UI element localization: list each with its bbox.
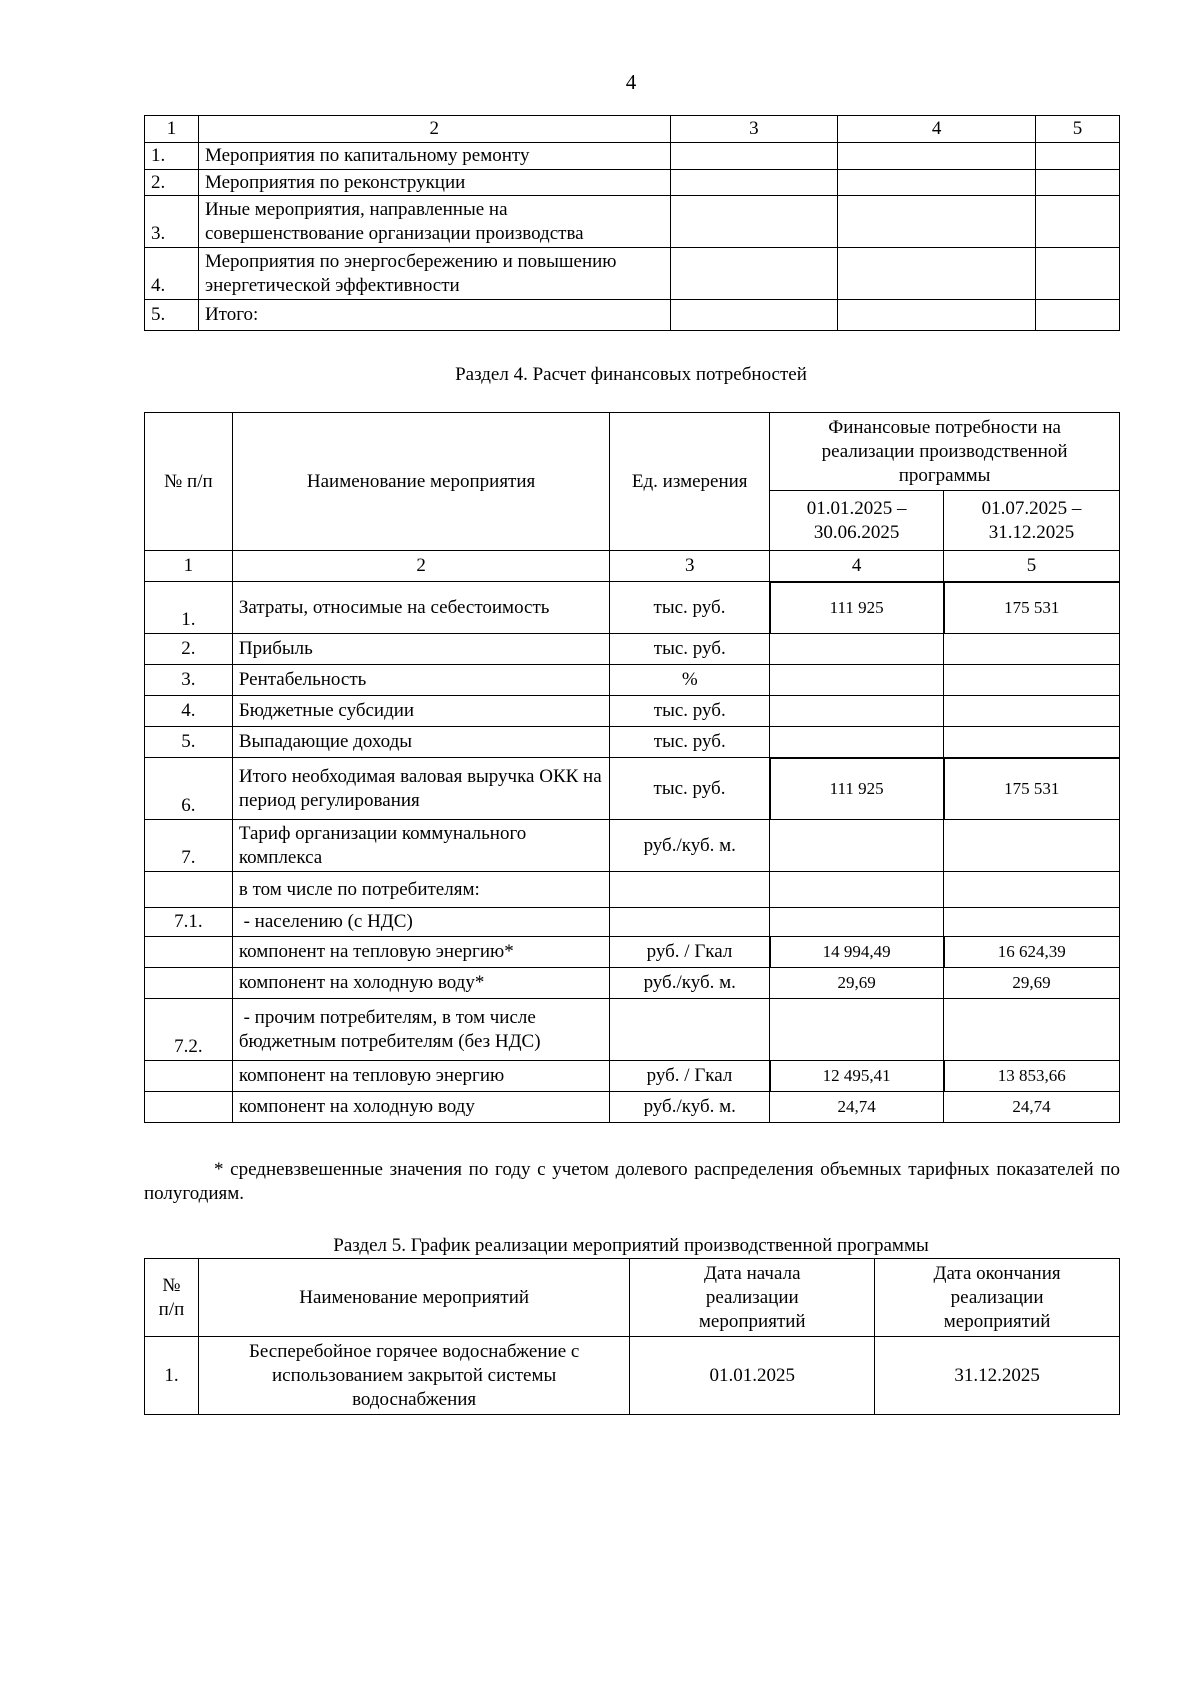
row-unit: тыс. руб. <box>610 758 770 820</box>
header-period-2: 01.07.2025 – 31.12.2025 <box>944 491 1120 551</box>
col-num-2: 2 <box>198 116 670 143</box>
row-number <box>145 968 233 999</box>
col-num-5: 5 <box>944 551 1120 582</box>
row-value-period-1 <box>770 908 944 937</box>
table-row <box>145 872 1120 908</box>
footnote-text: * средневзвешенные значения по году с учетом долевого распределения объемных тарифных показателей по полугодиям. <box>144 1159 1120 1204</box>
row-value-period-1 <box>770 665 944 696</box>
column-numbers-row <box>145 551 1120 582</box>
table-row <box>145 696 1120 727</box>
header-period-1: 01.01.2025 – 30.06.2025 <box>770 491 944 551</box>
empty-cell <box>670 196 838 248</box>
table-row <box>145 248 1120 300</box>
row-name: Тариф организации коммунального комплекса <box>232 820 609 872</box>
row-number: 2. <box>145 170 199 196</box>
row-name: компонент на тепловую энергию* <box>232 937 609 968</box>
row-number: 7.1. <box>145 908 233 937</box>
row-value-period-2: 175 531 <box>944 758 1120 820</box>
header-end-date: Дата окончания реализации мероприятий <box>875 1259 1120 1337</box>
col-num-5: 5 <box>1036 116 1120 143</box>
row-name: Затраты, относимые на себестоимость <box>232 582 609 634</box>
row-value-period-2: 29,69 <box>944 968 1120 999</box>
row-unit: руб. / Гкал <box>610 937 770 968</box>
row-number: 7. <box>145 820 233 872</box>
measures-table <box>144 115 1120 331</box>
col-num-1: 1 <box>145 551 233 582</box>
table-row <box>145 634 1120 665</box>
row-name: - населению (с НДС) <box>232 908 609 937</box>
row-number: 1. <box>145 582 233 634</box>
row-unit: руб./куб. м. <box>610 1092 770 1123</box>
row-number: 5. <box>145 727 233 758</box>
col-num-3: 3 <box>610 551 770 582</box>
empty-cell <box>670 300 838 331</box>
row-number: 4. <box>145 248 199 300</box>
header-name: Наименование мероприятий <box>198 1259 629 1337</box>
row-name: Бесперебойное горячее водоснабжение с использованием закрытой системы водоснабжения <box>198 1337 629 1415</box>
row-number <box>145 1061 233 1092</box>
row-value-period-2: 175 531 <box>944 582 1120 634</box>
financial-needs-table <box>144 412 1120 1123</box>
empty-cell <box>838 170 1036 196</box>
row-unit: тыс. руб. <box>610 727 770 758</box>
row-name: в том числе по потребителям: <box>232 872 609 908</box>
table-row <box>145 582 1120 634</box>
row-value-period-1 <box>770 999 944 1061</box>
row-name: Мероприятия по реконструкции <box>198 170 670 196</box>
col-num-1: 1 <box>145 116 199 143</box>
col-num-3: 3 <box>670 116 838 143</box>
row-number: 2. <box>145 634 233 665</box>
row-value-period-2 <box>944 908 1120 937</box>
row-value-period-1: 24,74 <box>770 1092 944 1123</box>
table-row <box>145 170 1120 196</box>
row-value-period-2 <box>944 872 1120 908</box>
row-unit: тыс. руб. <box>610 634 770 665</box>
row-value-period-2: 24,74 <box>944 1092 1120 1123</box>
header-unit: Ед. измерения <box>610 413 770 551</box>
header-financial-needs: Финансовые потребности на реализации производственной программы <box>770 413 1120 491</box>
row-number: 1. <box>145 1337 199 1415</box>
row-name: - прочим потребителям, в том числе бюджетным потребителям (без НДС) <box>232 999 609 1061</box>
row-number: 7.2. <box>145 999 233 1061</box>
row-value-period-2 <box>944 727 1120 758</box>
row-unit <box>610 908 770 937</box>
table-row <box>145 1337 1120 1415</box>
row-value-period-2 <box>944 999 1120 1061</box>
empty-cell <box>838 300 1036 331</box>
row-name: Выпадающие доходы <box>232 727 609 758</box>
row-value-period-1: 12 495,41 <box>770 1061 944 1092</box>
row-number: 6. <box>145 758 233 820</box>
table-row <box>145 968 1120 999</box>
table-row <box>145 937 1120 968</box>
row-number: 5. <box>145 300 199 331</box>
empty-cell <box>1036 300 1120 331</box>
table-row <box>145 143 1120 170</box>
empty-cell <box>1036 248 1120 300</box>
table-row <box>145 727 1120 758</box>
table-row <box>145 758 1120 820</box>
row-unit <box>610 872 770 908</box>
empty-cell <box>838 248 1036 300</box>
row-unit: % <box>610 665 770 696</box>
row-value-period-1 <box>770 820 944 872</box>
empty-cell <box>670 170 838 196</box>
header-num: № п/п <box>145 413 233 551</box>
row-value-period-1: 29,69 <box>770 968 944 999</box>
row-value-period-1: 111 925 <box>770 582 944 634</box>
row-number: 3. <box>145 665 233 696</box>
footnote <box>144 1158 1120 1206</box>
row-number <box>145 872 233 908</box>
table-header-row <box>145 1259 1120 1337</box>
row-value-period-1: 111 925 <box>770 758 944 820</box>
row-value-period-1 <box>770 872 944 908</box>
row-start-date: 01.01.2025 <box>630 1337 875 1415</box>
row-value-period-1: 14 994,49 <box>770 937 944 968</box>
row-value-period-1 <box>770 634 944 665</box>
row-name: Мероприятия по капитальному ремонту <box>198 143 670 170</box>
schedule-table <box>144 1258 1120 1415</box>
empty-cell <box>1036 196 1120 248</box>
row-name: Рентабельность <box>232 665 609 696</box>
row-unit: руб./куб. м. <box>610 968 770 999</box>
table-row <box>145 1092 1120 1123</box>
empty-cell <box>1036 170 1120 196</box>
row-value-period-2 <box>944 696 1120 727</box>
row-name: компонент на холодную воду <box>232 1092 609 1123</box>
row-unit <box>610 999 770 1061</box>
header-num: № п/п <box>145 1259 199 1337</box>
empty-cell <box>838 143 1036 170</box>
table-row <box>145 999 1120 1061</box>
row-name: Прибыль <box>232 634 609 665</box>
row-value-period-2 <box>944 820 1120 872</box>
row-name: Итого: <box>198 300 670 331</box>
table-row <box>145 665 1120 696</box>
row-value-period-1 <box>770 696 944 727</box>
row-number <box>145 1092 233 1123</box>
row-unit: руб. / Гкал <box>610 1061 770 1092</box>
col-num-2: 2 <box>232 551 609 582</box>
section4-title: Раздел 4. Расчет финансовых потребностей <box>455 364 807 385</box>
empty-cell <box>670 248 838 300</box>
row-name: компонент на тепловую энергию <box>232 1061 609 1092</box>
table-row <box>145 300 1120 331</box>
row-unit: тыс. руб. <box>610 582 770 634</box>
table-row <box>145 196 1120 248</box>
section5-title: Раздел 5. График реализации мероприятий производственной программы <box>333 1235 929 1256</box>
table-row <box>145 820 1120 872</box>
row-name: Итого необходимая валовая выручка ОКК на период регулирования <box>232 758 609 820</box>
col-num-4: 4 <box>838 116 1036 143</box>
row-value-period-2 <box>944 665 1120 696</box>
page-number: 4 <box>625 70 637 94</box>
row-value-period-1 <box>770 727 944 758</box>
table-header-row <box>145 116 1120 143</box>
header-name: Наименование мероприятия <box>232 413 609 551</box>
row-value-period-2: 13 853,66 <box>944 1061 1120 1092</box>
row-number: 4. <box>145 696 233 727</box>
row-unit: тыс. руб. <box>610 696 770 727</box>
empty-cell <box>670 143 838 170</box>
table-row <box>145 1061 1120 1092</box>
row-value-period-2: 16 624,39 <box>944 937 1120 968</box>
row-number: 3. <box>145 196 199 248</box>
row-number: 1. <box>145 143 199 170</box>
row-value-period-2 <box>944 634 1120 665</box>
header-start-date: Дата начала реализации мероприятий <box>630 1259 875 1337</box>
row-name: Мероприятия по энергосбережению и повышению энергетической эффективности <box>198 248 670 300</box>
row-name: Бюджетные субсидии <box>232 696 609 727</box>
row-name: компонент на холодную воду* <box>232 968 609 999</box>
row-unit: руб./куб. м. <box>610 820 770 872</box>
row-name: Иные мероприятия, направленные на совершенствование организации производства <box>198 196 670 248</box>
col-num-4: 4 <box>770 551 944 582</box>
empty-cell <box>1036 143 1120 170</box>
row-number <box>145 937 233 968</box>
empty-cell <box>838 196 1036 248</box>
table-row <box>145 908 1120 937</box>
row-end-date: 31.12.2025 <box>875 1337 1120 1415</box>
